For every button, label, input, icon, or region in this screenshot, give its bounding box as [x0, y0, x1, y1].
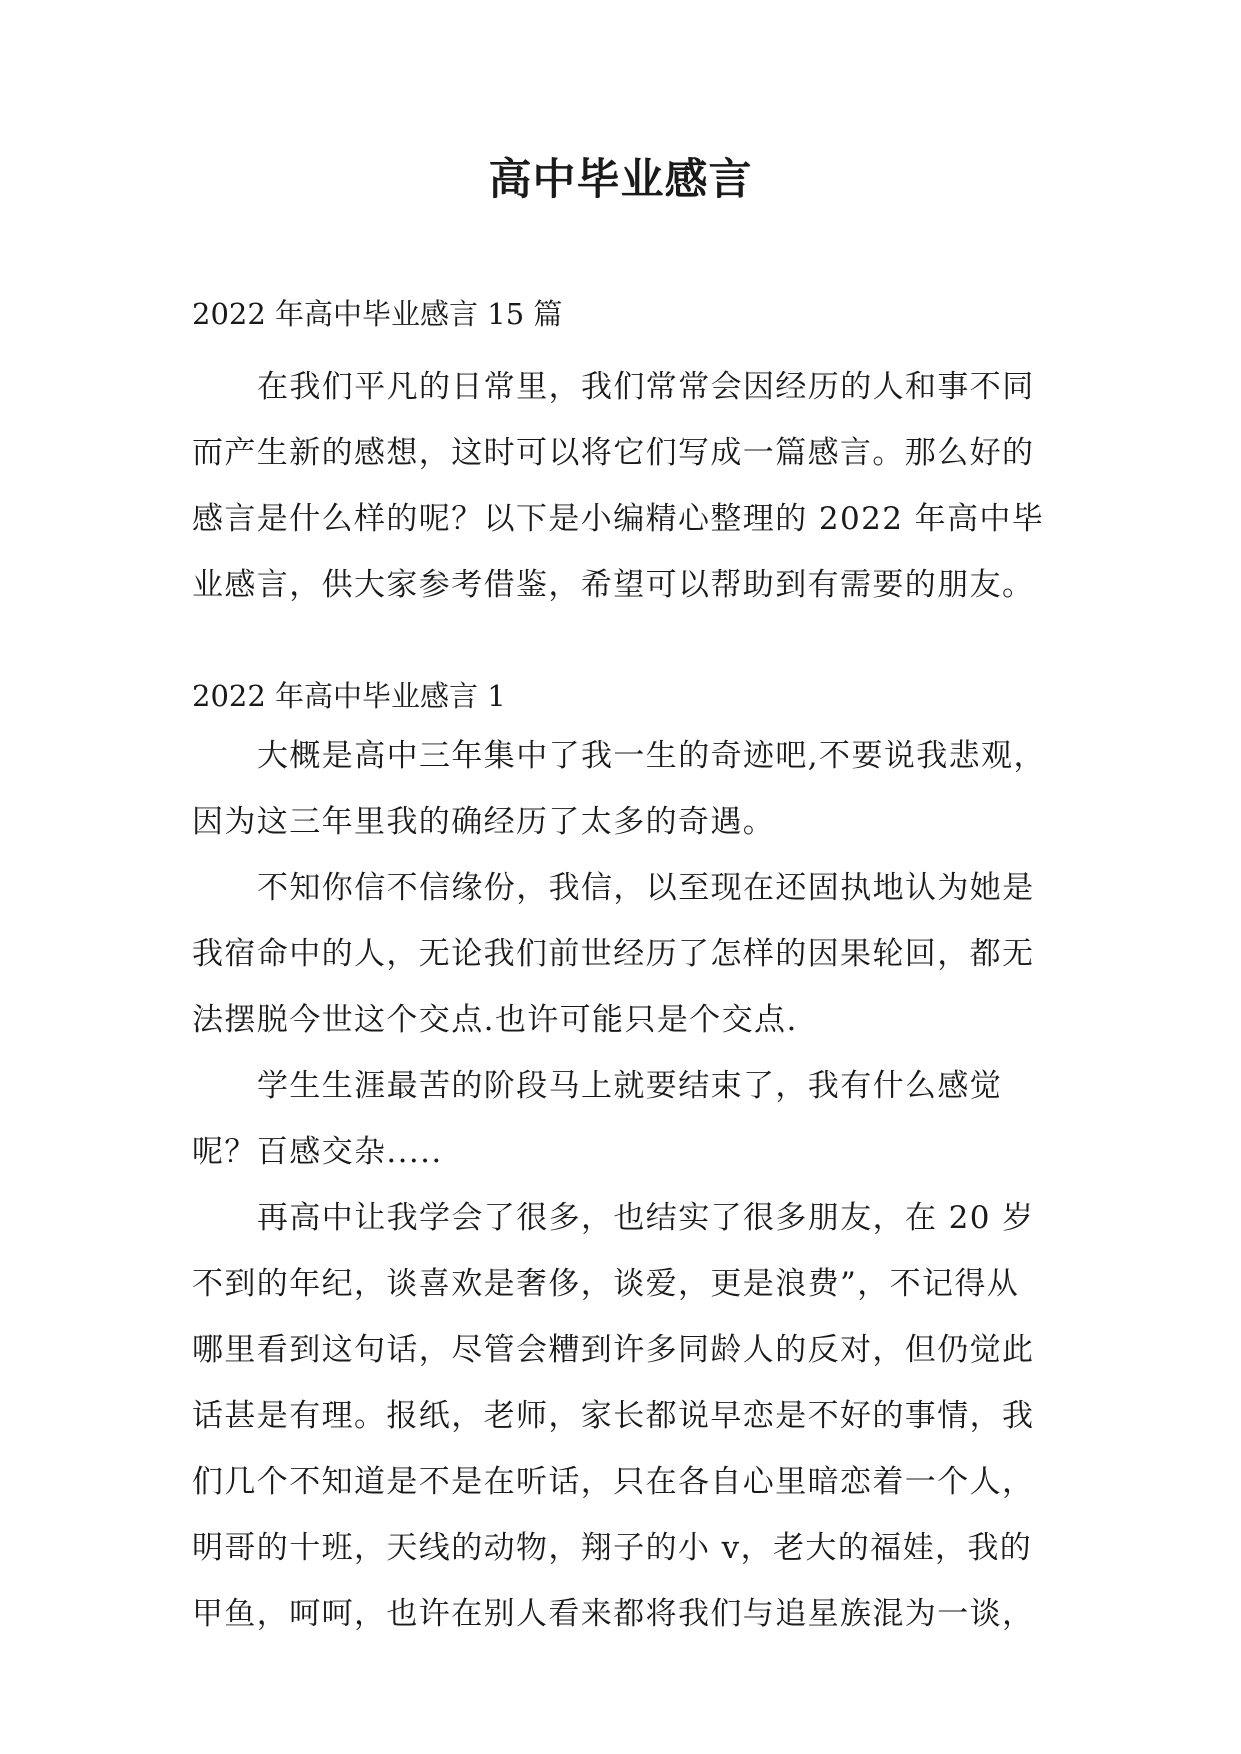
- body-line: 甲鱼，呵呵，也许在别人看来都将我们与追星族混为一谈，: [192, 1596, 1035, 1632]
- body-line: 哪里看到这句话，尽管会糟到许多同龄人的反对，但仍觉此: [192, 1332, 1035, 1368]
- intro-line: 业感言，供大家参考借鉴，希望可以帮助到有需要的朋友。: [192, 567, 1035, 603]
- intro-line: 感言是什么样的呢？以下是小编精心整理的 2022 年高中毕: [192, 501, 1045, 537]
- body-line: 话甚是有理。报纸，老师，家长都说早恋是不好的事情，我: [192, 1398, 1035, 1434]
- body-line: 们几个不知道是不是在听话，只在各自心里暗恋着一个人，: [192, 1464, 1035, 1500]
- body-line: 不知你信不信缘份，我信，以至现在还固执地认为她是: [257, 870, 1035, 906]
- body-line: 我宿命中的人，无论我们前世经历了怎样的因果轮回，都无: [192, 936, 1035, 972]
- body-line: 呢？百感交杂.....: [192, 1134, 443, 1170]
- body-line: 不到的年纪，谈喜欢是奢侈，谈爱，更是浪费”，不记得从: [192, 1266, 1020, 1302]
- intro-line: 而产生新的感想，这时可以将它们写成一篇感言。那么好的: [192, 435, 1035, 471]
- body-line: 明哥的十班，天线的动物，翔子的小 v，老大的福娃，我的: [192, 1530, 1033, 1566]
- body-line: 再高中让我学会了很多，也结实了很多朋友，在 20 岁: [257, 1200, 1035, 1236]
- body-line: 因为这三年里我的确经历了太多的奇遇。: [192, 804, 776, 840]
- intro-line: 在我们平凡的日常里，我们常常会因经历的人和事不同: [257, 369, 1035, 405]
- document-subtitle: 2022 年高中毕业感言 15 篇: [192, 297, 563, 331]
- body-line: 学生生涯最苦的阶段马上就要结束了，我有什么感觉: [257, 1068, 1003, 1104]
- document-title: 高中毕业感言: [488, 155, 753, 205]
- body-line: 大概是高中三年集中了我一生的奇迹吧,不要说我悲观，: [257, 738, 1046, 774]
- body-line: 法摆脱今世这个交点.也许可能只是个交点.: [192, 1002, 798, 1038]
- section-heading: 2022 年高中毕业感言 1: [192, 679, 506, 713]
